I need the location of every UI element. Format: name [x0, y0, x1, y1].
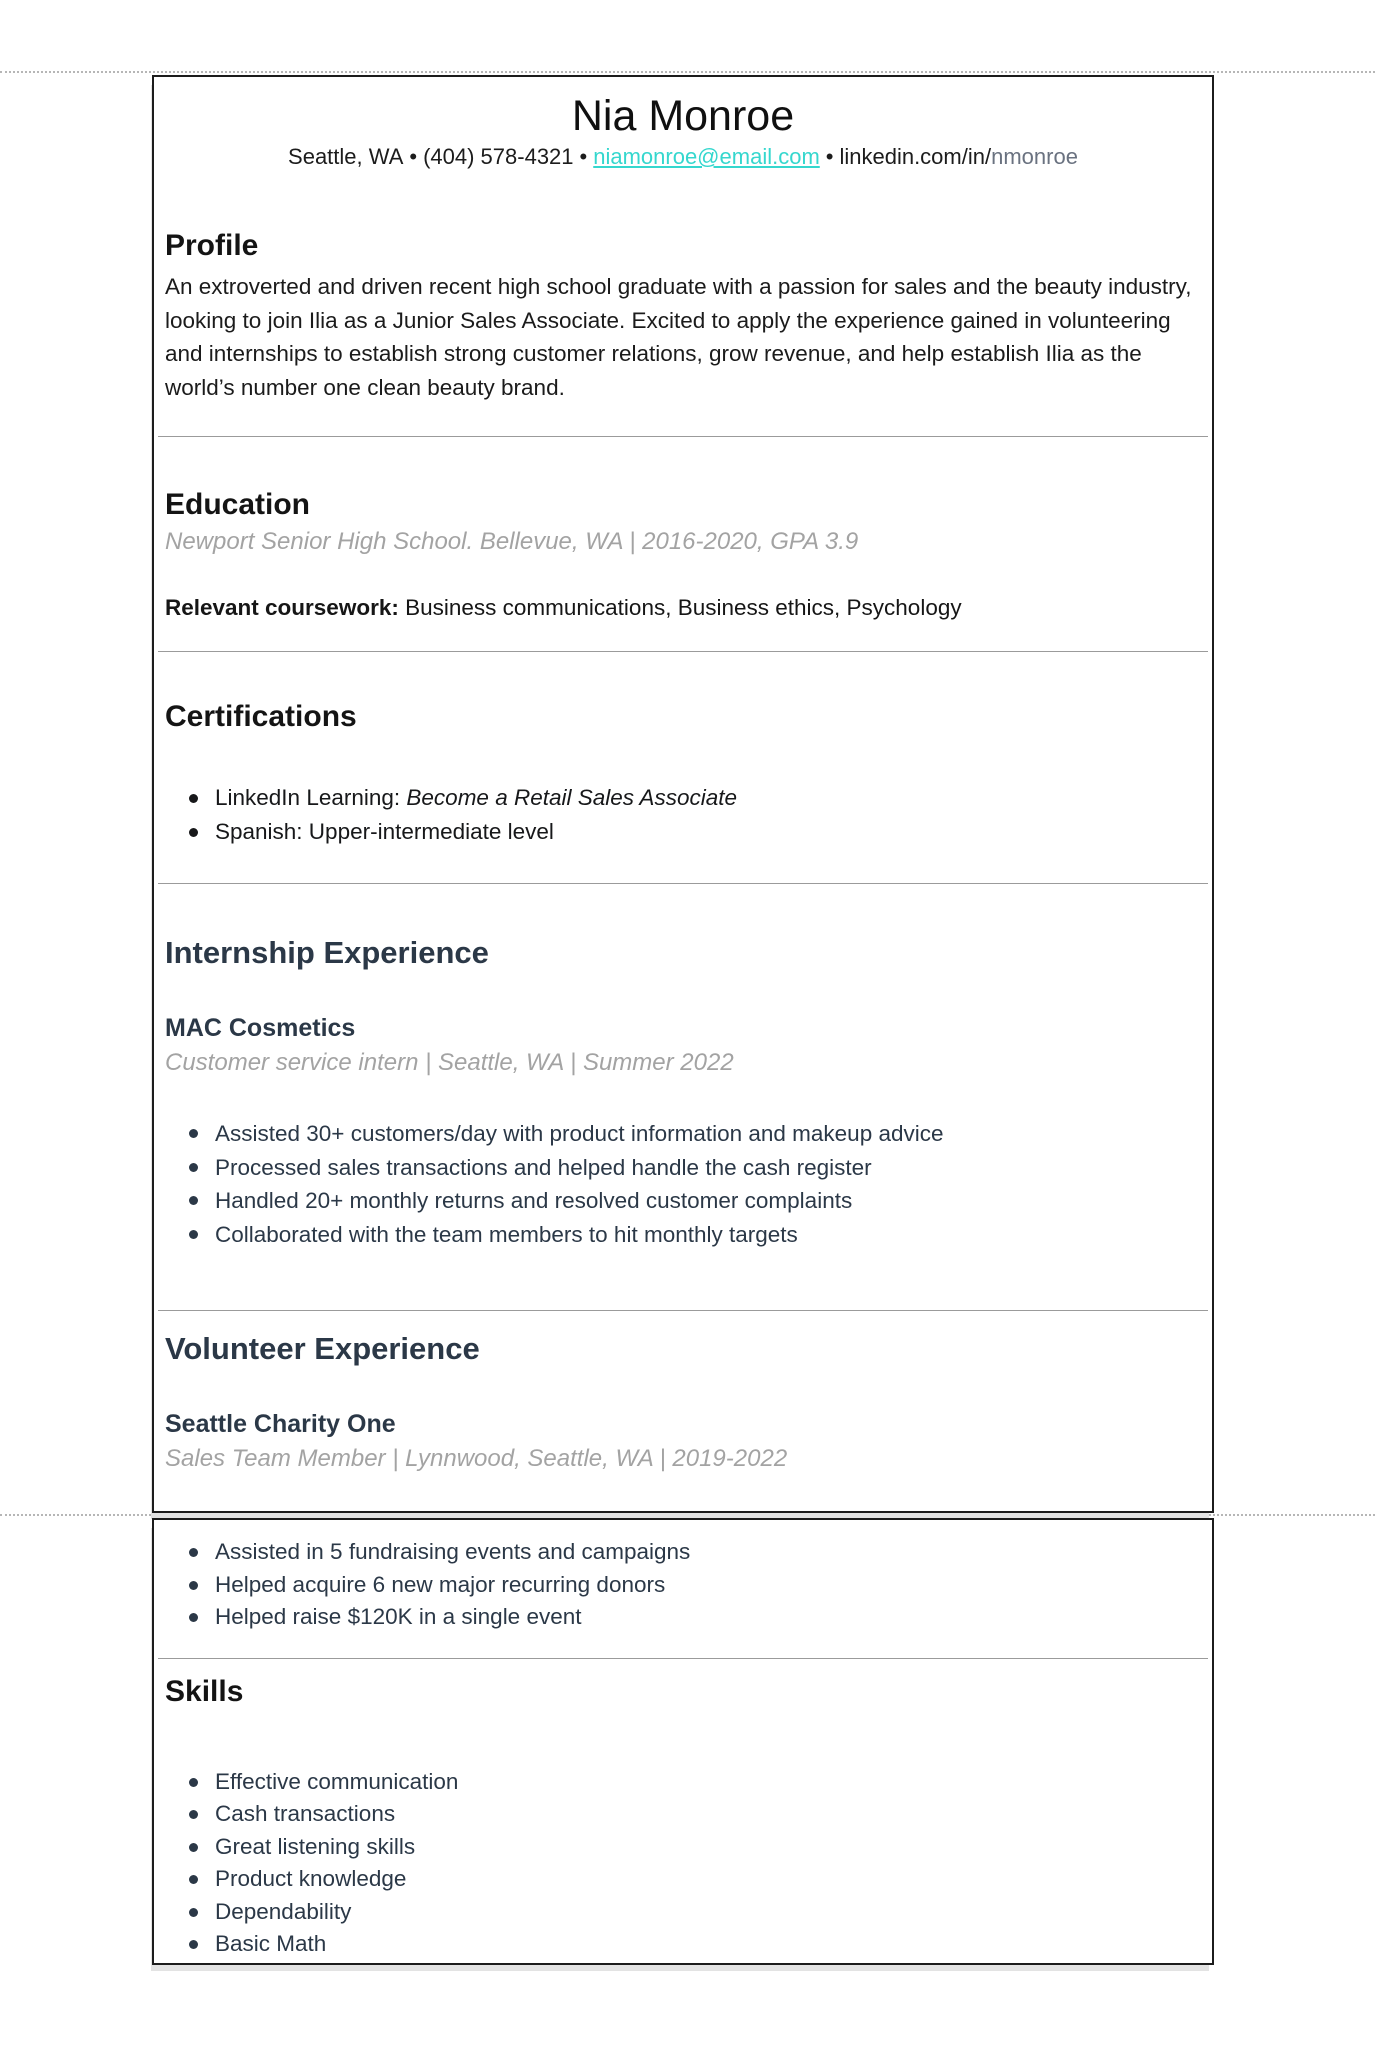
education-school-line: Newport Senior High School. Bellevue, WA | 2016-2020, GPA 3.9 [165, 528, 859, 555]
skill-bullet: Basic Math [165, 1928, 1201, 1961]
certification-text: LinkedIn Learning: [215, 785, 407, 810]
coursework-label: Relevant coursework: [165, 595, 399, 620]
volunteer-role-line: Sales Team Member | Lynnwood, Seattle, WA | 2019-2022 [165, 1445, 788, 1472]
email-link[interactable]: niamonroe@email.com [593, 144, 820, 169]
profile-heading: Profile [165, 229, 259, 262]
volunteer-heading: Volunteer Experience [165, 1331, 480, 1366]
certification-item [165, 781, 1201, 815]
certification-title-italic: Become a Retail Sales Associate [406, 785, 737, 810]
contact-separator: • [579, 144, 588, 169]
volunteer-bullet: Helped raise $120K in a single event [165, 1601, 1201, 1634]
volunteer-bullet: Assisted in 5 fundraising events and campaigns [165, 1536, 1201, 1569]
internship-employer: MAC Cosmetics [165, 1014, 356, 1042]
page-break-indicator-top [0, 71, 1375, 73]
page-break-indicator-middle [0, 1514, 1375, 1516]
certifications-heading: Certifications [165, 700, 357, 733]
linkedin-url-prefix: linkedin.com/in/ [839, 144, 992, 169]
section-internship [154, 935, 1212, 1251]
education-heading: Education [165, 488, 311, 521]
contact-line [164, 144, 1202, 170]
resume-page-2 [152, 1518, 1214, 1965]
internship-bullet-list [154, 1117, 1212, 1251]
contact-location: Seattle, WA [288, 144, 404, 169]
section-divider [158, 1310, 1208, 1311]
skills-bullet-list [154, 1766, 1212, 1961]
contact-separator: • [409, 144, 418, 169]
resume-page-1 [152, 75, 1214, 1513]
internship-heading: Internship Experience [165, 935, 489, 970]
section-divider [158, 1658, 1208, 1659]
internship-bullet: Assisted 30+ customers/day with product information and makeup advice [165, 1117, 1201, 1151]
skill-bullet: Effective communication [165, 1766, 1201, 1799]
contact-separator: • [825, 144, 834, 169]
skill-bullet: Dependability [165, 1896, 1201, 1929]
skill-bullet: Great listening skills [165, 1831, 1201, 1864]
skill-bullet: Cash transactions [165, 1798, 1201, 1831]
contact-phone: (404) 578-4321 [423, 144, 574, 169]
internship-bullet: Processed sales transactions and helped handle the cash register [165, 1151, 1201, 1185]
skill-bullet: Product knowledge [165, 1863, 1201, 1896]
skills-heading: Skills [165, 1674, 244, 1708]
section-certifications [154, 700, 1212, 849]
section-skills [154, 1675, 1212, 1961]
education-coursework-line [165, 593, 1201, 623]
certification-item [165, 815, 1201, 849]
volunteer-employer: Seattle Charity One [165, 1410, 396, 1438]
volunteer-bullet-list [154, 1536, 1212, 1634]
resume-name: Nia Monroe [571, 92, 795, 140]
internship-role-line: Customer service intern | Seattle, WA | Summer 2022 [165, 1049, 734, 1076]
certification-text: Spanish: Upper-intermediate level [215, 819, 554, 844]
internship-bullet: Handled 20+ monthly returns and resolved customer complaints [165, 1184, 1201, 1218]
section-profile [154, 229, 1212, 404]
profile-summary-text: An extroverted and driven recent high school graduate with a passion for sales and the beauty industry, looking to join Ilia as a Junior Sales Associate. Excited to apply the experience gained in volunteering and internships to establish strong customer relations, grow revenue, and help establish Ilia as the world’s number one clean beauty brand. [165, 274, 1192, 400]
section-divider [158, 651, 1208, 652]
section-divider [158, 883, 1208, 884]
coursework-text: Business communications, Business ethics, Psychology [398, 595, 962, 620]
linkedin-handle: nmonroe [991, 144, 1078, 169]
internship-bullet: Collaborated with the team members to hit monthly targets [165, 1218, 1201, 1252]
section-education [154, 488, 1212, 623]
certifications-list [154, 781, 1212, 849]
section-divider [158, 436, 1208, 437]
volunteer-bullet: Helped acquire 6 new major recurring donors [165, 1569, 1201, 1602]
section-volunteer [154, 1331, 1212, 1473]
